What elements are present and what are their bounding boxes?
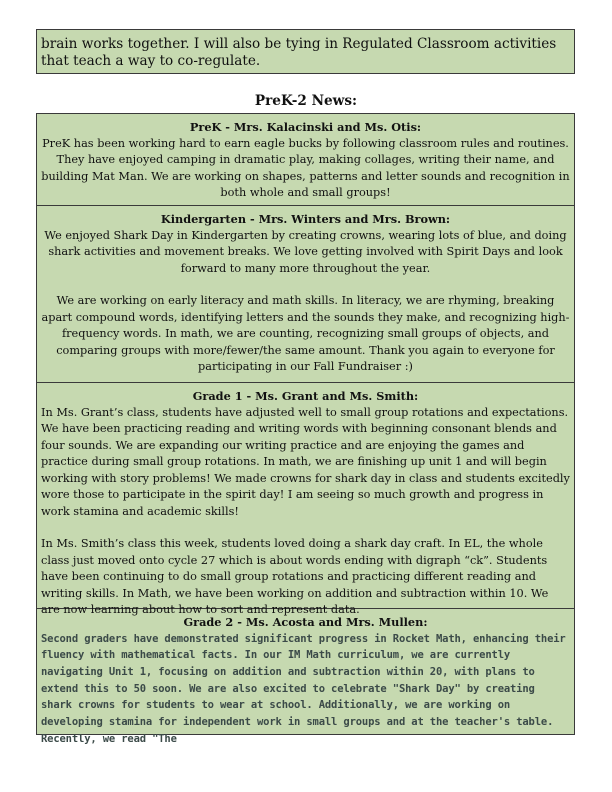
grade1-paragraph-1: In Ms. Grant’s class, students have adjusted well to small group rotations and expectations. We have been practicing reading and writing words with beginning consonant blends and four sounds. We are expanding our writing practice and are enjoying the games and practice during small group rotations. In math, we are finishing up unit 1 and will begin working with story problems! We made crowns for shark day in class and students excitedly wore those to participate in the spirit day! I am seeing so much growth and progress in work stamina and academic skills!: [41, 405, 570, 518]
grade2-section: [37, 609, 574, 745]
kindergarten-heading: Kindergarten - Mrs. Winters and Mrs. Brown:: [160, 212, 451, 226]
section-title: PreK-2 News:: [254, 93, 358, 109]
prek-heading: PreK - Mrs. Kalacinski and Ms. Otis:: [189, 120, 422, 134]
kindergarten-paragraph-2: We are working on early literacy and math skills. In literacy, we are rhyming, breaking apart compound words, identifying letters and the sounds they make, and recognizing high-frequency words. In math, we are counting, recognizing small groups of objects, and comparing groups with more/fewer/the same amount. Thank you again to everyone for participating in our Fall Fundraiser :): [41, 294, 570, 373]
grade1-paragraph-2: In Ms. Smith’s class this week, students loved doing a shark day craft. In EL, the whole class just moved onto cycle 27 which is about words ending with digraph “ck”. Students have been continuing to do small group rotations and practicing different reading and writing skills. In Math, we have been working on addition and subtraction within 10. We are now learning about how to sort and represent data.: [41, 537, 549, 616]
prek-section: [37, 114, 574, 206]
grade2-body: Second graders have demonstrated significant progress in Rocket Math, enhancing their fluency with mathematical facts. In our IM Math curriculum, we are currently navigating Unit 1, focusing on addition and subtraction within 20, with plans to extend this to 50 soon. We are also excited to celebrate "Shark Day" by creating shark crowns for students to wear at school. Additionally, we are working on developing stamina for independent work in small groups and at the teacher's table. Recently, we read "The: [41, 632, 566, 745]
grade2-heading: Grade 2 - Ms. Acosta and Mrs. Mullen:: [183, 615, 428, 629]
kindergarten-paragraph-1: We enjoyed Shark Day in Kindergarten by creating crowns, wearing lots of blue, and doing shark activities and movement breaks. We love getting involved with Spirit Days and look forward to many more throughout the year.: [44, 228, 567, 275]
paragraph-gap: [37, 277, 574, 293]
prek-body: PreK has been working hard to earn eagle bucks by following classroom rules and routines. They have enjoyed camping in dramatic play, making collages, writing their name, and building Mat Man. We are working on shapes, patterns and letter sounds and recognition in both whole and small groups!: [41, 136, 570, 199]
paragraph-gap: [37, 520, 574, 536]
continued-text-box: [36, 29, 575, 74]
news-table: [36, 113, 575, 745]
grade1-heading: Grade 1 - Ms. Grant and Ms. Smith:: [192, 389, 419, 403]
grade1-section: [37, 383, 574, 616]
continued-text: brain works together. I will also be tying in Regulated Classroom activities that teach a way to co-regulate.: [41, 36, 557, 69]
kindergarten-section: [37, 206, 574, 383]
